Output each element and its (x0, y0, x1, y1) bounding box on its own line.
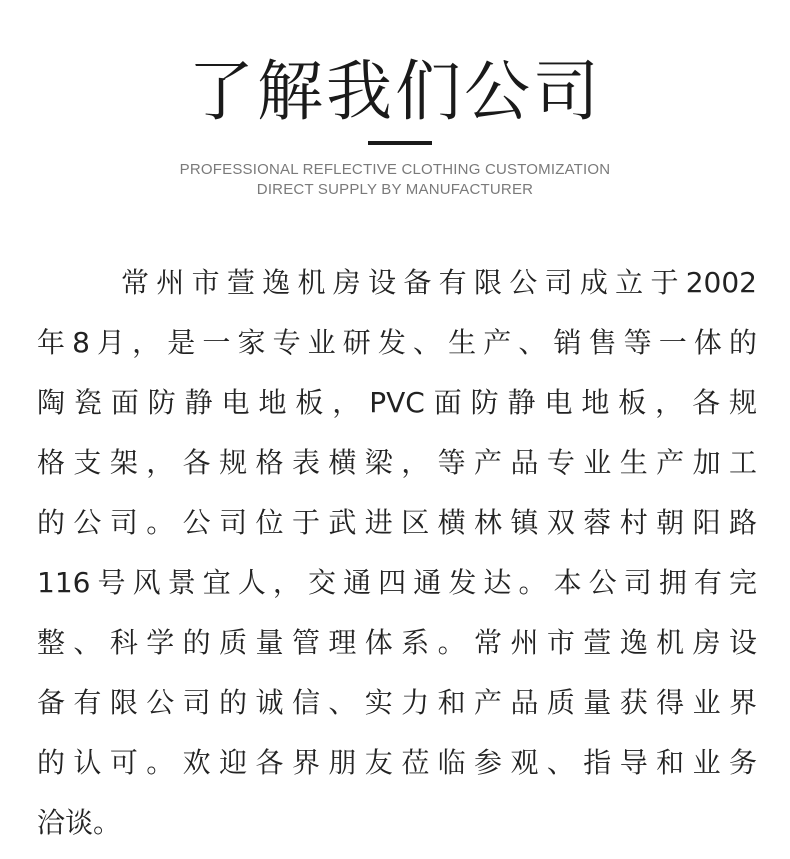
subtitle-line-1: PROFESSIONAL REFLECTIVE CLOTHING CUSTOMIZATION (179, 161, 611, 178)
title-divider (368, 141, 432, 145)
description-line-8: 备有限公司的诚信、实力和产品质量获得业界 (37, 686, 757, 719)
description-line-4: 格支架，各规格表横梁，等产品专业生产加工 (37, 446, 757, 479)
description-line-7: 整、科学的质量管理体系。常州市萱逸机房设 (37, 626, 757, 659)
description-line-3: 陶瓷面防静电地板，PVC面防静电地板，各规 (37, 386, 757, 419)
page-title: 了解我们公司 (188, 53, 602, 130)
description-line-6: 116号风景宜人，交通四通发达。本公司拥有完 (37, 566, 757, 599)
description-line-5: 的公司。公司位于武进区横林镇双蓉村朝阳路 (37, 506, 757, 539)
description-line-2: 年8月，是一家专业研发、生产、销售等一体的 (37, 326, 757, 359)
subtitle-line-2: DIRECT SUPPLY BY MANUFACTURER (256, 181, 534, 198)
description-line-9: 的认可。欢迎各界朋友莅临参观、指导和业务 (37, 746, 757, 779)
page-subtitle (0, 160, 790, 200)
description-line-1: 常州市萱逸机房设备有限公司成立于2002 (121, 266, 757, 299)
company-description (37, 253, 757, 853)
description-line-10: 洽谈。 (37, 806, 122, 839)
